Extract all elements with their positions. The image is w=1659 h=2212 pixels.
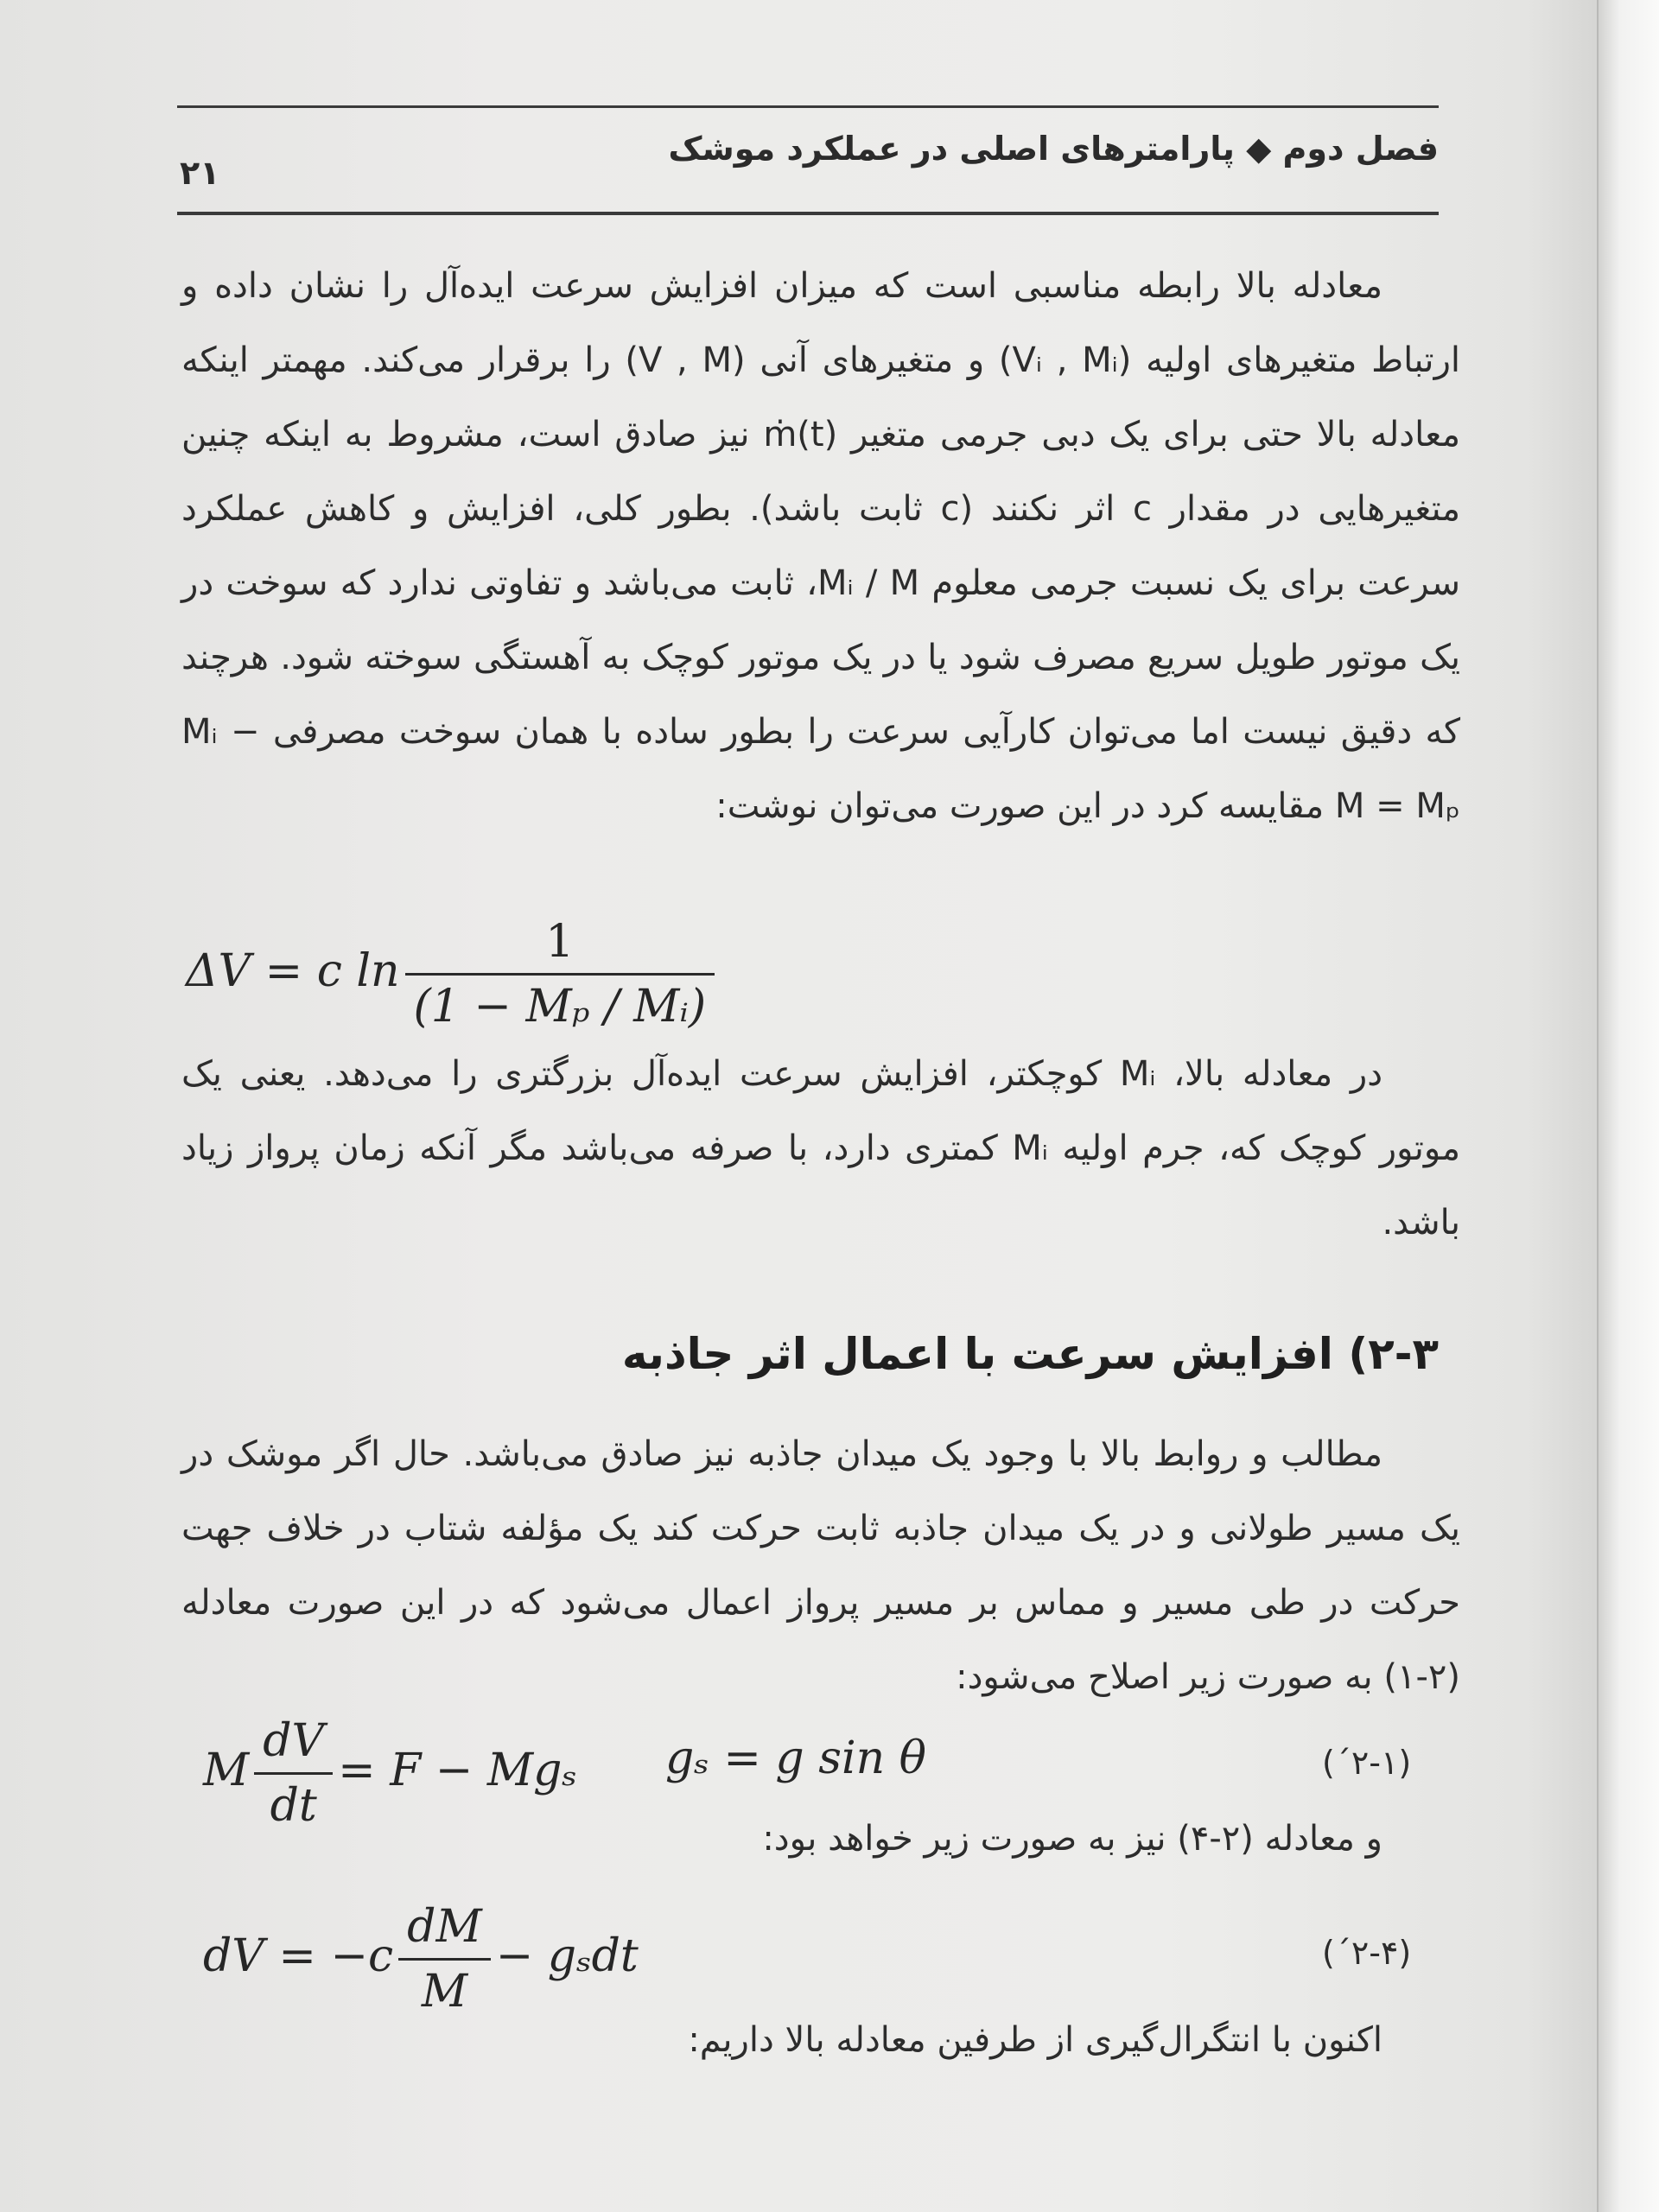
equation-delta-v-denominator: (1 − Mₚ / Mᵢ) [413, 981, 707, 1033]
equation-delta-v [186, 916, 720, 1033]
equation-dv-lhs: dV = −c [203, 1930, 394, 1982]
equation-dv-rhs: − gₛdt [495, 1930, 639, 1982]
equation-label-2-1: (۲-۱´) [1322, 1744, 1412, 1782]
header-top-rule [177, 105, 1439, 108]
chapter-header-title: فصل دوم ◆ پارامترهای اصلی در عملکرد موشک [668, 130, 1439, 168]
equation-momentum-numerator: dV [254, 1715, 333, 1775]
header-bottom-rule [177, 212, 1439, 215]
page-binding-edge [1597, 0, 1659, 2212]
equation-momentum-rhs: = F − Mgₛ [338, 1745, 577, 1796]
equation-dv-fraction [398, 1901, 491, 2018]
equation-label-2-4: (۲-۴´) [1322, 1934, 1412, 1972]
equation-gs-relation: gₛ = g sin θ [665, 1732, 926, 1784]
paragraph-gravity-field: مطالب و روابط بالا با وجود یک میدان جاذبه نیز صادق می‌باشد. حال اگر موشک در یک مسیر طولانی و در یک میدان جاذبه ثابت حرکت کند یک مؤلفه شتاب در خلاف جهت حرکت در طی مسیر و مماس بر مسیر پرواز اعمال می‌شود که در این صورت معادله (۲-۱) به صورت زیر اصلاح می‌شود: [181, 1434, 1460, 1697]
page-number: ۲۱ [180, 154, 220, 192]
equation-dv-gravity [203, 1901, 639, 2018]
paragraph-integration-intro: اکنون با انتگرال‌گیری از طرفین معادله بالا داریم: [688, 2020, 1382, 2060]
paragraph-ideal-velocity: معادله بالا رابطه مناسبی است که میزان افزایش سرعت ایده‌آل را نشان داده و ارتباط متغیرهای اولیه (Vᵢ , Mᵢ) و متغیرهای آنی (V , M) را برقرار می‌کند. مهمتر اینکه معادله بالا حتی برای یک دبی جرمی متغیر ṁ(t) نیز صادق است، مشروط به اینکه چنین متغیرهایی در مقدار c اثر نکنند (c ثابت باشد). بطور کلی، افزایش و کاهش عملکرد سرعت برای یک نسبت جرمی معلوم Mᵢ / M، ثابت می‌باشد و تفاوتی ندارد که سوخت در یک موتور طویل سریع مصرف شود یا در یک موتور کوچک به آهستگی سوخته شود. هرچند که دقیق نیست اما می‌توان کارآیی سرعت را بطور ساده با همان سوخت مصرفی Mᵢ − M = Mₚ مقایسه کرد در این صورت می‌توان نوشت: [181, 266, 1461, 826]
equation-dv-numerator: dM [398, 1901, 491, 1961]
equation-delta-v-numerator: 1 [405, 916, 715, 976]
equation-delta-v-fraction [405, 916, 715, 1033]
equation-momentum-mass: M [203, 1745, 250, 1796]
section-heading-gravity: ۲-۳) افزایش سرعت با اعمال اثر جاذبه [621, 1329, 1439, 1379]
equation-delta-v-lhs: ΔV = c ln [186, 945, 400, 997]
paragraph-equation-4-intro: و معادله (۲-۴) نیز به صورت زیر خواهد بود: [762, 1819, 1382, 1859]
equation-dv-denominator: M [421, 1966, 468, 2018]
equation-momentum-denominator: dt [270, 1780, 317, 1832]
paragraph-small-motor: در معادله بالا، Mᵢ کوچکتر، افزایش سرعت ایده‌آل بزرگتری را می‌دهد. یعنی یک موتور کوچک که، جرم اولیه Mᵢ کمتری دارد، با صرفه می‌باشد مگر آنکه زمان پرواز زیاد باشد. [181, 1054, 1460, 1243]
